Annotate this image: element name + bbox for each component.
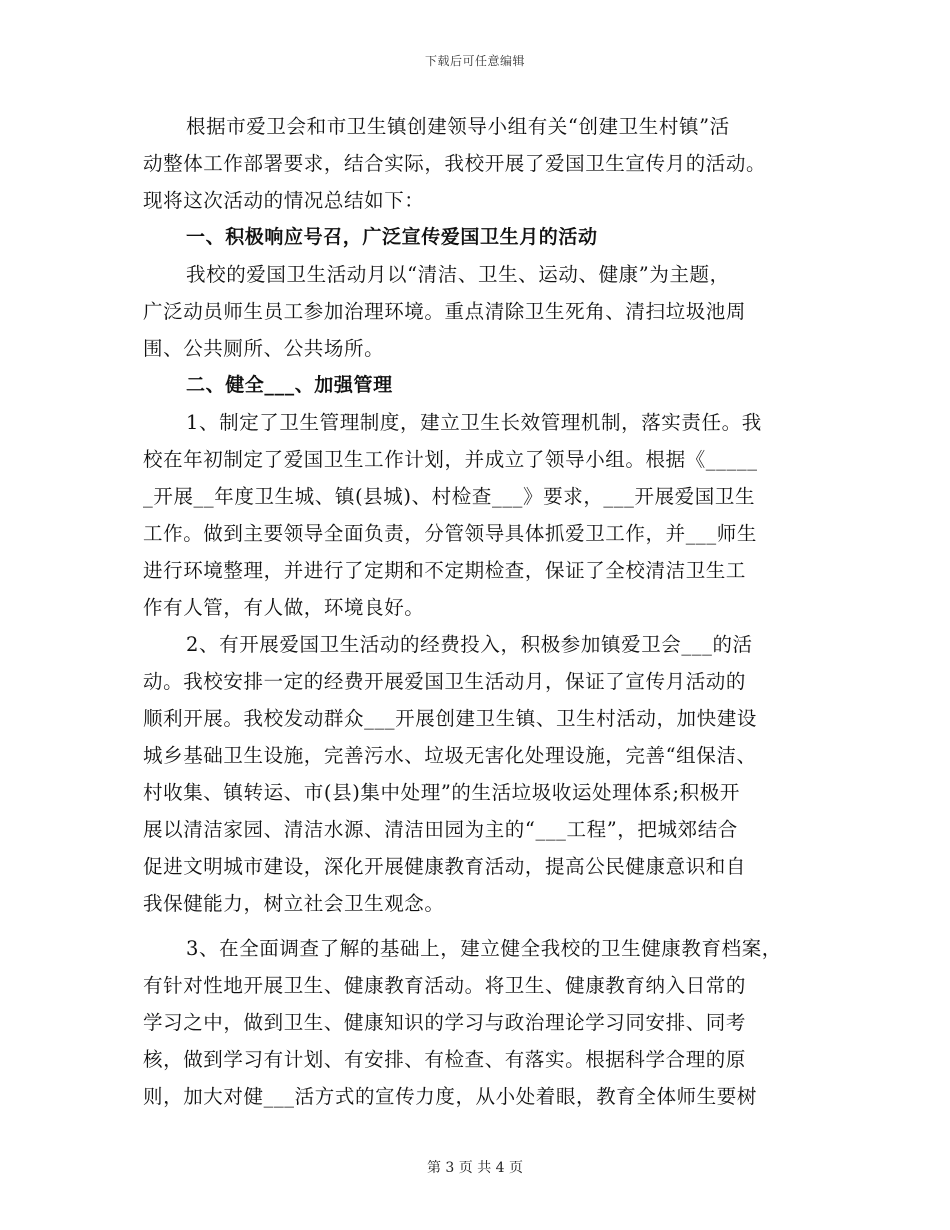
item-1-line: 进行环境整理，并进行了定期和不定期检查，保证了全校清洁卫生工 (143, 559, 747, 582)
item-3-line: 有针对性地开展卫生、健康教育活动。将卫生、健康教育纳入日常的 (143, 974, 747, 997)
item-1-line: 校在年初制定了爱国卫生工作计划，并成立了领导小组。根据《_____ (143, 448, 758, 471)
intro-line: 根据市爱卫会和市卫生镇创建领导小组有关“创建卫生村镇”活 (186, 115, 730, 138)
page-number-footer: 第 3 页 共 4 页 (426, 1160, 524, 1176)
page-header-note: 下载后可任意编辑 (424, 54, 525, 68)
paragraph-gap (143, 922, 815, 930)
item-1-line: _开展__年度卫生城、镇(县城)、村检查___》要求，___开展爱国卫生 (143, 485, 756, 508)
item-3-line: 3、在全面调查了解的基础上，建立健全我校的卫生健康教育档案， (186, 937, 782, 960)
item-2-line: 我保健能力，树立社会卫生观念。 (143, 892, 445, 915)
section-heading-2: 二、健全___、加强管理 (186, 374, 393, 396)
item-1-line: 作有人管，有人做，环境良好。 (143, 596, 425, 619)
section-heading-1: 一、积极响应号召，广泛宣传爱国卫生月的活动 (186, 226, 598, 248)
item-3-line: 则，加大对健___活方式的宣传力度，从小处着眼，教育全体师生要树 (143, 1085, 757, 1108)
item-2-line: 城乡基础卫生设施，完善污水、垃圾无害化处理设施，完善“组保洁、 (143, 744, 757, 767)
item-2-line: 2、有开展爱国卫生活动的经费投入，积极参加镇爱卫会___的活 (186, 633, 753, 656)
item-1-line: 1、制定了卫生管理制度，建立卫生长效管理机制，落实责任。我 (186, 411, 762, 434)
item-2-line: 促进文明城市建设，深化开展健康教育活动，提高公民健康意识和自 (143, 855, 747, 878)
item-2-line: 展以清洁家园、清洁水源、清洁田园为主的“___工程”，把城郊结合 (143, 818, 738, 841)
item-2-line: 顺利开展。我校发动群众___开展创建卫生镇、卫生村活动，加快建设 (143, 707, 757, 730)
item-2-line: 动。我校安排一定的经费开展爱国卫生活动月，保证了宣传月活动的 (143, 670, 747, 693)
document-body (143, 108, 815, 1115)
paragraph-line: 我校的爱国卫生活动月以“清洁、卫生、运动、健康”为主题， (186, 263, 730, 286)
paragraph-line: 围、公共厕所、公共场所。 (143, 337, 385, 360)
intro-line: 动整体工作部署要求，结合实际，我校开展了爱国卫生宣传月的活动。 (143, 152, 767, 175)
item-1-line: 工作。做到主要领导全面负责，分管领导具体抓爱卫工作，并___师生 (143, 522, 757, 545)
item-3-line: 核，做到学习有计划、有安排、有检查、有落实。根据科学合理的原 (143, 1048, 747, 1071)
item-3-line: 学习之中，做到卫生、健康知识的学习与政治理论学习同安排、同考 (143, 1011, 747, 1034)
intro-line: 现将这次活动的情况总结如下： (143, 189, 425, 212)
item-2-line: 村收集、镇转运、市(县)集中处理”的生活垃圾收运处理体系;积极开 (143, 781, 740, 804)
paragraph-line: 广泛动员师生员工参加治理环境。重点清除卫生死角、清扫垃圾池周 (143, 300, 747, 323)
